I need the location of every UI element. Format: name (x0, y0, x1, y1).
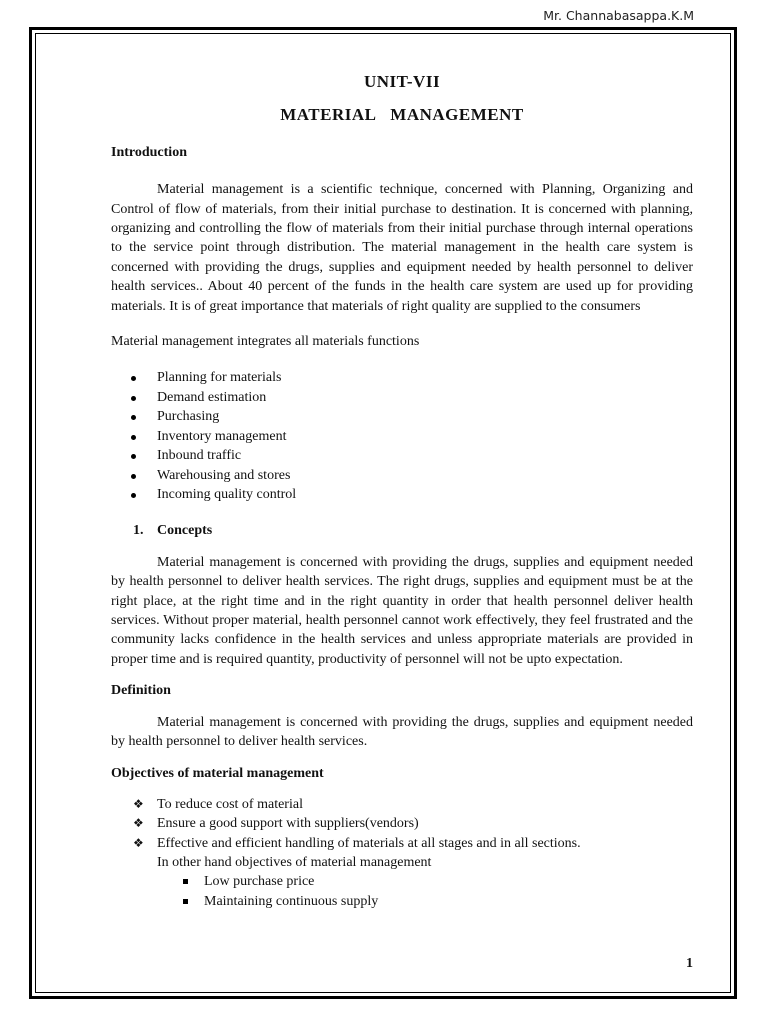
list-item: Purchasing (111, 407, 693, 426)
concepts-heading: 1. Concepts (133, 523, 213, 539)
introduction-heading: Introduction (111, 144, 187, 160)
square-bullet-icon (183, 879, 188, 884)
main-title: MATERIAL MANAGEMENT (280, 105, 524, 125)
list-item: Low purchase price (111, 872, 693, 891)
list-item: Inbound traffic (111, 446, 693, 465)
diamond-bullet-icon: ❖ (133, 796, 144, 811)
list-item: ❖ To reduce cost of material (111, 795, 693, 814)
definition-heading: Definition (111, 683, 171, 699)
list-item: Warehousing and stores (111, 466, 693, 485)
bullet-icon (131, 396, 136, 401)
list-item: ❖ Ensure a good support with suppliers(vendors) (111, 814, 693, 833)
objectives-list (111, 795, 693, 853)
bullet-icon (131, 474, 136, 479)
diamond-bullet-icon: ❖ (133, 835, 144, 850)
list-item: Maintaining continuous supply (111, 892, 693, 911)
bullet-icon (131, 435, 136, 440)
bullet-icon (131, 415, 136, 420)
definition-paragraph: Material management is concerned with providing the drugs, supplies and equipment needed by health personnel to deliver health services. (111, 714, 693, 749)
other-objectives-intro: In other hand objectives of material management (157, 855, 432, 870)
bullet-icon (131, 454, 136, 459)
list-item: Inventory management (111, 427, 693, 446)
bullet-icon (131, 376, 136, 381)
diamond-bullet-icon: ❖ (133, 816, 144, 831)
objectives-heading: Objectives of material management (111, 766, 324, 782)
list-item: Demand estimation (111, 388, 693, 407)
page-number: 1 (686, 956, 693, 971)
concepts-paragraph: Material management is concerned with providing the drugs, supplies and equipment needed by health personnel to deliver health services. The right drugs, supplies and equipment must be at the right place, at the right time and in the right quantity in order that health personnel deliver health services. Without proper material, health personnel cannot work effectively, they feel frustrated and the community lacks confidence in the health services and unless appropriate materials are provided in proper time and is required quantity, productivity of personnel will not be upto expectation. (111, 554, 693, 667)
bullet-icon (131, 493, 136, 498)
document-body (111, 68, 693, 911)
unit-title: UNIT-VII (363, 72, 441, 91)
introduction-paragraph: Material management is a scientific technique, concerned with Planning, Organizing and Control of flow of materials, from their initial purchase to destination. It is concerned with planning, organizing and controlling the flow of materials from their initial purchase through internal operations to the service point through distribution. The material management in the health care system is concerned with providing the drugs, supplies and equipment needed by health personnel to deliver health services.. About 40 percent of the funds in the health care system are used up for providing materials. It is of great importance that materials of right quality are supplied to the consumers (111, 182, 693, 314)
other-objectives-list (111, 872, 693, 911)
list-item: ❖ Effective and efficient handling of materials at all stages and in all sections. (111, 834, 693, 853)
list-item: Planning for materials (111, 368, 693, 387)
square-bullet-icon (183, 899, 188, 904)
functions-list (111, 368, 693, 504)
author-header: Mr. Channabasappa.K.M (543, 8, 694, 23)
list-item: Incoming quality control (111, 485, 693, 504)
functions-intro: Material management integrates all materials functions (111, 334, 420, 350)
